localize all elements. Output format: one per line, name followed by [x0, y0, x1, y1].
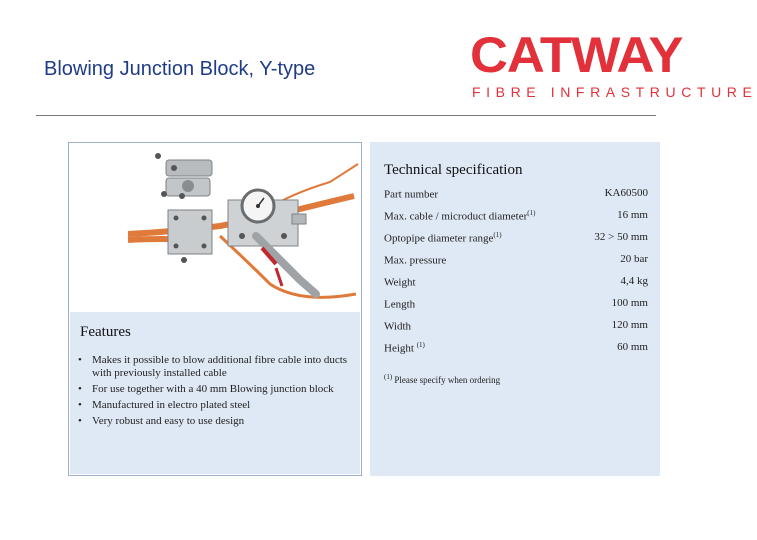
header-divider — [36, 115, 656, 116]
spec-value: 32 > 50 mm — [594, 231, 648, 243]
footnote-marker: (1) — [384, 373, 393, 381]
spec-row — [384, 231, 648, 253]
spec-label: Length — [384, 298, 416, 311]
spec-value: 120 mm — [611, 319, 648, 331]
spec-footnote-mark: (1) — [416, 341, 425, 349]
logo-tagline: FIBRE INFRASTRUCTURE — [472, 84, 757, 100]
feature-text: Manufactured in electro plated steel — [92, 399, 251, 411]
spec-footnote-mark: (1) — [527, 209, 536, 217]
spec-row — [384, 253, 648, 275]
spec-label: Max. pressure — [384, 254, 447, 267]
product-photo — [70, 144, 360, 310]
list-item: • Very robust and easy to use design — [78, 415, 245, 427]
spec-value: 60 mm — [617, 341, 648, 353]
spec-row — [384, 187, 648, 209]
spec-value: 4,4 kg — [620, 275, 648, 287]
spec-label: Weight — [384, 276, 416, 289]
features-box — [70, 312, 360, 474]
list-item: • Manufactured in electro plated steel — [78, 399, 251, 411]
spec-value: 20 bar — [620, 253, 648, 265]
spec-row — [384, 209, 648, 231]
page-title: Blowing Junction Block, Y-type — [44, 58, 316, 80]
feature-text: For use together with a 40 mm Blowing junction block — [92, 383, 334, 395]
logo-wordmark: CATWAY — [470, 27, 683, 83]
catway-logo — [470, 27, 757, 105]
spec-label: Max. cable / microduct diameter — [384, 210, 528, 223]
spec-row — [384, 319, 648, 341]
spec-value: 100 mm — [611, 297, 648, 309]
spec-row — [384, 341, 648, 363]
spec-label: Part number — [384, 188, 439, 201]
footnote-text: Please specify when ordering — [392, 375, 501, 385]
spec-footnote — [384, 373, 500, 385]
spec-value: 16 mm — [617, 209, 648, 221]
list-item: • For use together with a 40 mm Blowing junction block — [78, 383, 334, 395]
spec-value: KA60500 — [604, 187, 648, 199]
list-item: • Makes it possible to blow additional fibre cable into ducts with previously installed cable — [78, 354, 348, 379]
feature-text: Makes it possible to blow additional fibre cable into ducts with previously installed cable — [92, 354, 348, 379]
feature-text: Very robust and easy to use design — [92, 415, 245, 427]
spec-label: Width — [384, 320, 412, 333]
spec-label: Optopipe diameter range — [384, 232, 494, 245]
spec-footnote-mark: (1) — [493, 231, 502, 239]
spec-panel — [370, 142, 660, 476]
spec-row — [384, 297, 648, 319]
spec-heading: Technical specification — [384, 162, 523, 178]
features-heading: Features — [80, 324, 131, 340]
spec-row — [384, 275, 648, 297]
spec-table — [384, 187, 648, 363]
features-list — [78, 354, 350, 431]
spec-label: Height — [384, 342, 417, 355]
